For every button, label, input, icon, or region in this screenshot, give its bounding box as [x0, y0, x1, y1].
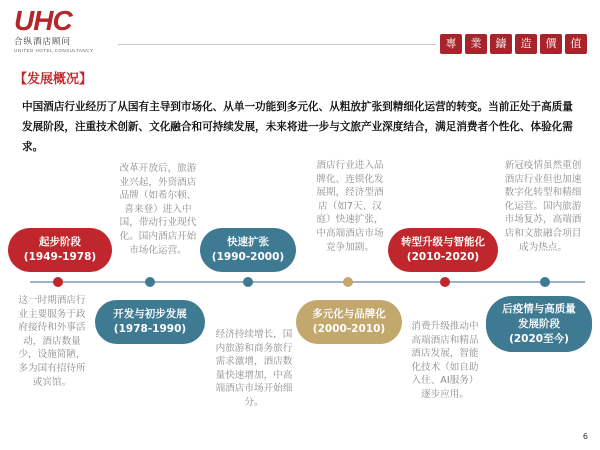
stage-period: (2020至今)	[509, 332, 569, 345]
stage-title: 转型升级与智能化	[401, 236, 485, 248]
seal-char: 業	[465, 34, 487, 54]
stage-description-5: 消费升级推动中高端酒店和精品酒店发展，智能化技术（如自助入住、AI服务）逐步应用。	[411, 321, 479, 400]
logo-mark: UHC	[14, 5, 72, 36]
stage-description-2: 改革开放后，旅游业兴起，外资酒店品牌（如希尔顿、喜来登）进入中国，带动行业现代化。国内酒店开始市场化运营。	[119, 163, 197, 256]
stage-box-3	[200, 228, 296, 272]
stage-period: (2010-2020)	[406, 251, 480, 263]
stage-description-3: 经济持续增长，国内旅游和商务旅行需求激增，酒店数量快速增加，中高端酒店市场开始细分。	[215, 329, 293, 408]
timeline-dot	[540, 277, 550, 287]
company-logo	[14, 6, 110, 60]
timeline-dot	[53, 277, 63, 287]
seal-char: 造	[515, 34, 537, 54]
slogan-seals	[440, 34, 587, 56]
seal-char: 價	[540, 34, 562, 54]
timeline-dot	[145, 277, 155, 287]
header-divider	[118, 44, 436, 45]
timeline-dot	[343, 277, 353, 287]
seal-char: 鑄	[490, 34, 512, 54]
stage-period: (1978-1990)	[113, 323, 187, 335]
stage-title: 多元化与品牌化	[312, 308, 386, 320]
seal-char: 專	[440, 34, 462, 54]
section-title: 【发展概况】	[14, 72, 93, 87]
timeline-axis	[30, 281, 585, 283]
stage-period: (2000-2010)	[312, 323, 386, 335]
logo-chinese-name: 合纵酒店顾问	[14, 37, 72, 47]
timeline-dot	[243, 277, 253, 287]
page-number: 6	[582, 432, 588, 441]
stage-period: (1949-1978)	[23, 251, 97, 263]
stage-box-5	[388, 228, 498, 272]
logo-english-name: UNITED HOTEL CONSULTANCY	[14, 48, 94, 53]
stage-description-6: 新冠疫情虽然重创酒店行业但也加速数字化转型和精细化运营。国内旅游市场复苏，高端酒店和文旅融合项目成为热点。	[504, 160, 582, 253]
stage-description-1: 这一时期酒店行业主要服务于政府接待和外事活动，酒店数量少，设施简陋，多为国有招待所或宾馆。	[18, 295, 86, 388]
stage-description-4: 酒店行业进入品牌化、连锁化发展期，经济型酒店（如7天、汉庭）快速扩张，中高端酒店市场竞争加剧。	[316, 160, 384, 253]
stage-title: 快速扩张	[227, 236, 269, 248]
stage-title: 起步阶段	[39, 236, 81, 248]
stage-period: (1990-2000)	[211, 251, 285, 263]
seal-char: 值	[565, 34, 587, 54]
timeline-dot	[440, 277, 450, 287]
stage-box-6	[486, 296, 592, 352]
stage-box-2	[95, 300, 205, 344]
stage-box-1	[8, 228, 112, 272]
stage-title: 后疫情与高质量发展阶段	[502, 302, 576, 330]
stage-box-4	[296, 300, 402, 344]
stage-title: 开发与初步发展	[113, 308, 187, 320]
intro-paragraph: 中国酒店行业经历了从国有主导到市场化、从单一功能到多元化、从粗放扩张到精细化运营的转变。当前正处于高质量发展阶段，注重技术创新、文化融合和可持续发展，未来将进一步与文旅产业深度结合，满足消费者个性化、体验化需求。	[22, 101, 573, 153]
